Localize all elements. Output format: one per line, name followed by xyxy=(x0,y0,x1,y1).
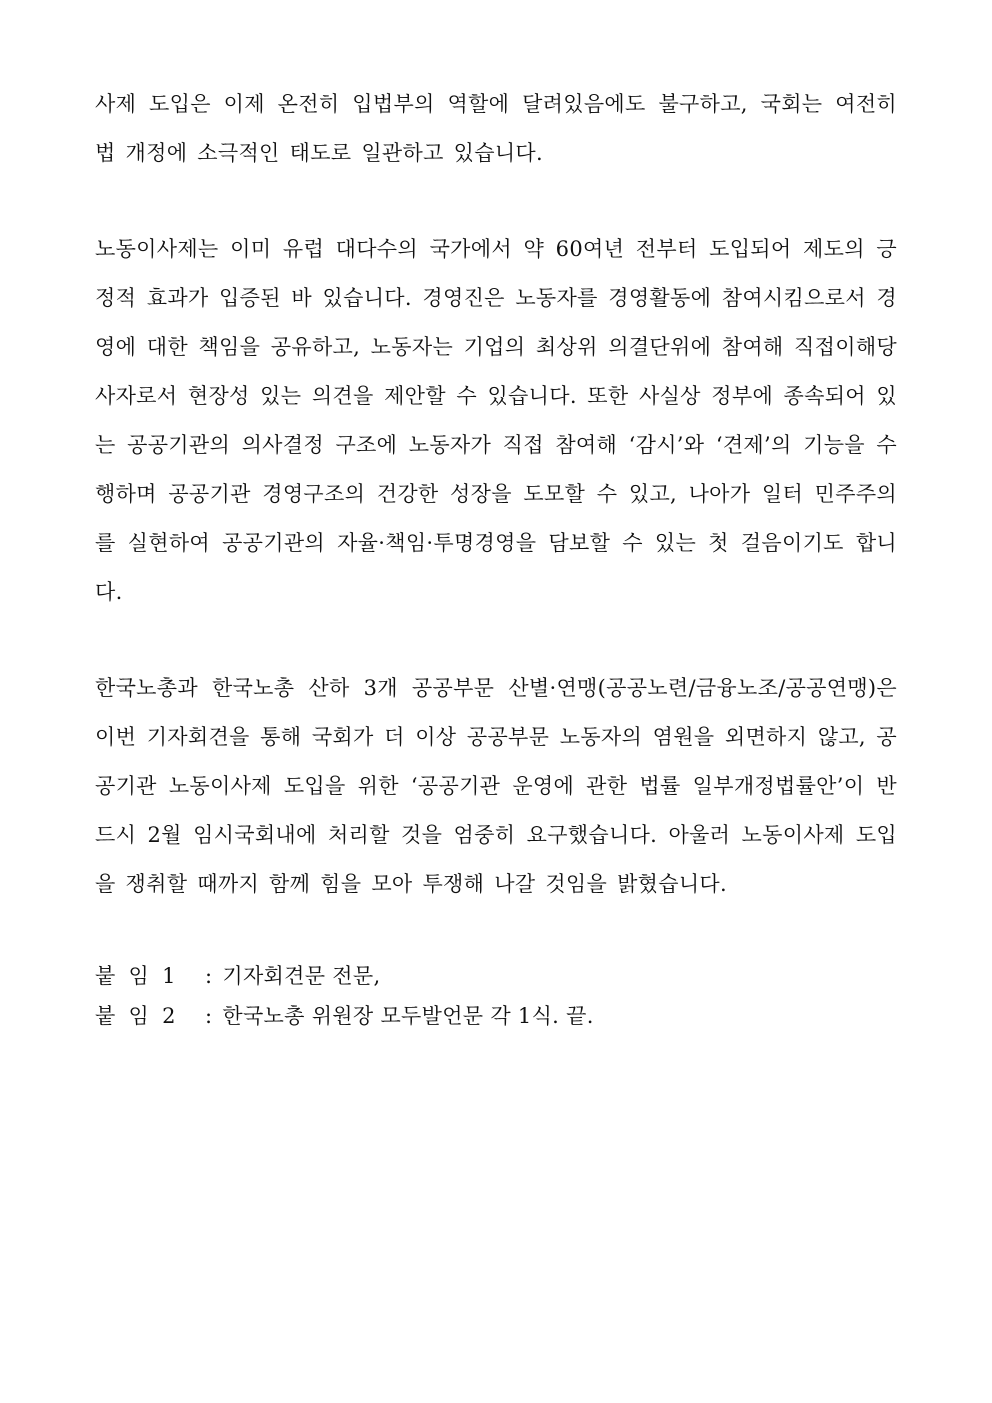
attachment-text: 한국노총 위원장 모두발언문 각 1식. 끝. xyxy=(222,1004,594,1028)
attachment-item xyxy=(95,996,897,1036)
attachment-label: 붙 임 1 xyxy=(95,964,176,988)
document-page xyxy=(95,80,897,1036)
attachment-separator: : xyxy=(205,964,213,988)
paragraph-gap xyxy=(95,909,897,956)
attachment-separator: : xyxy=(205,1004,213,1028)
attachments-list xyxy=(95,956,897,1036)
paragraph-gap xyxy=(95,178,897,225)
attachment-label: 붙 임 2 xyxy=(95,1004,176,1028)
paragraph-demands: 한국노총과 한국노총 산하 3개 공공부문 산별·연맹(공공노련/금융노조/공공연맹)은 이번 기자회견을 통해 국회가 더 이상 공공부문 노동자의 염원을 외면하지 않고, 공공기관 노동이사제 도입을 위한 ‘공공기관 운영에 관한 법률 일부개정법률안’이 반드시 2월 임시국회내에 처리할 것을 엄중히 요구했습니다. 아울러 노동이사제 도입을 쟁취할 때까지 함께 힘을 모아 투쟁해 나갈 것임을 밝혔습니다. xyxy=(95,676,897,896)
attachment-item xyxy=(95,956,897,996)
paragraph-intro: 사제 도입은 이제 온전히 입법부의 역할에 달려있음에도 불구하고, 국회는 여전히 법 개정에 소극적인 태도로 일관하고 있습니다. xyxy=(95,92,897,165)
paragraph-gap xyxy=(95,617,897,664)
paragraph-worker-director-benefits: 노동이사제는 이미 유럽 대다수의 국가에서 약 60여년 전부터 도입되어 제도의 긍정적 효과가 입증된 바 있습니다. 경영진은 노동자를 경영활동에 참여시킴으로서 경영에 대한 책임을 공유하고, 노동자는 기업의 최상위 의결단위에 참여해 직접이해당사자로서 현장성 있는 의견을 제안할 수 있습니다. 또한 사실상 정부에 종속되어 있는 공공기관의 의사결정 구조에 노동자가 직접 참여해 ‘감시’와 ‘견제’의 기능을 수행하며 공공기관 경영구조의 건강한 성장을 도모할 수 있고, 나아가 일터 민주주의를 실현하여 공공기관의 자율·책임·투명경영을 담보할 수 있는 첫 걸음이기도 합니다. xyxy=(95,237,897,604)
attachment-text: 기자회견문 전문, xyxy=(222,964,381,988)
